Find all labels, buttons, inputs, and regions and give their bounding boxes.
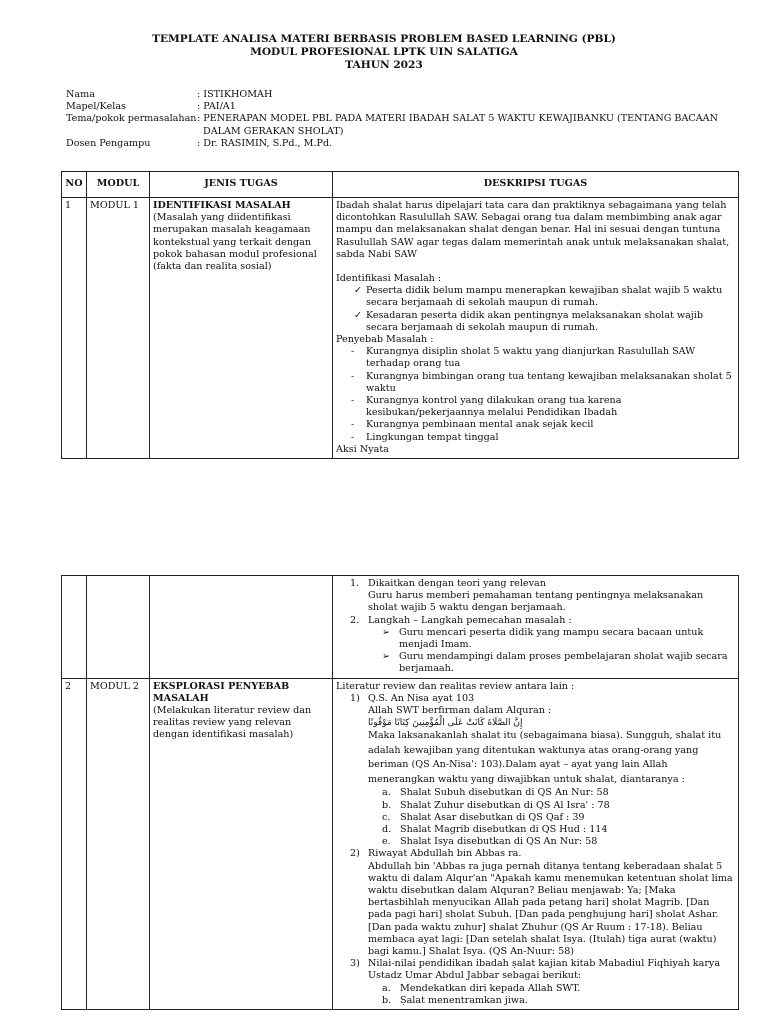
row2-intro: Literatur review dan realitas review antara lain : (336, 680, 575, 692)
row2-jenis-title: EKSPLORASI PENYEBAB MASALAH (153, 680, 290, 704)
row1-intro: Ibadah shalat harus dipelajari tata cara dan praktiknya sebagaimana yang telah dicontohkan Rasulullah SAW. Sebagai orang tua dalam membimbing anak agar mampu dan melaksanakan shalat dengan benar. Hal ini sesuai dengan tuntuna Rasulullah SAW agar tegas dalam memerintah anak untuk melaksanakan shalat, sabda Nabi SAW (336, 200, 730, 260)
langkah-list (336, 627, 735, 676)
identifikasi-label: Identifikasi Masalah : (336, 273, 442, 285)
header-no: NO (62, 172, 87, 198)
meta-tema-value-cont: DALAM GERAKAN SHOLAT) (203, 125, 344, 137)
table-row (62, 678, 739, 1009)
check-icon: ✓ (354, 285, 363, 297)
arrow-bullet-icon: ➢ (382, 626, 391, 638)
list-item: - Kurangnya bimbingan orang tua tentang kewajiban melaksanakan sholat 5 waktu (351, 370, 732, 394)
literatur-list (336, 693, 735, 717)
cont-modul (87, 576, 150, 679)
row1-deskripsi (333, 198, 739, 459)
row1-jenis-desc: (Masalah yang diidentifikasi merupakan masalah keagamaan kontekstual yang terkait dengan pokok bahasan modul profesional (fakta dan realita sosial) (153, 212, 317, 273)
nilai-list (336, 983, 735, 1007)
arrow-bullet-icon: ➢ (382, 651, 391, 663)
list-item: a. Shalat Subuh disebutkan di QS An Nur: 58 (382, 787, 609, 799)
header-title: TEMPLATE ANALISA MATERI BERBASIS PROBLEM BASED LEARNING (PBL) (152, 33, 616, 45)
row1-jenis-title: IDENTIFIKASI MASALAH (153, 200, 291, 211)
meta-mapel (66, 101, 726, 113)
meta-dosen (66, 138, 726, 150)
dash-icon: - (351, 370, 355, 382)
aksi-nyata-list (336, 578, 735, 627)
list-item: ➢ Guru mendampingi dalam proses pembelajaran sholat wajib secara berjamaah. (382, 651, 728, 675)
list-item: b. Shalat Zuhur disebutkan di QS Al Isra' : 78 (382, 799, 610, 811)
cont-jenis (150, 576, 333, 679)
meta-mapel-label: Mapel/Kelas (66, 101, 126, 113)
table-header-row (62, 172, 739, 198)
dash-icon: - (351, 395, 355, 407)
header-modul: MODUL (87, 172, 150, 198)
table-row (62, 576, 739, 679)
arabic-verse: إِنَّ الصَّلَاةَ كَانَتْ عَلَى الْمُؤْمِنِينَ كِتَابًا مَوْقُوتًا (368, 718, 523, 729)
waktu-shalat-list (336, 787, 735, 848)
penyebab-label: Penyebab Masalah : (336, 334, 434, 346)
meta-nama-value: : ISTIKHOMAH (197, 89, 273, 100)
list-item: - Kurangnya pembinaan mental anak sejak kecil (351, 419, 594, 431)
meta-tema-value: : PENERAPAN MODEL PBL PADA MATERI IBADAH SALAT 5 WAKTU KEWAJIBANKU (TENTANG BACAAN (197, 113, 718, 125)
row2-p1-text: Maka laksanakanlah shalat itu (sebagaimana biasa). Sungguh, shalat itu adalah kewajiban yang ditentukan waktunya atas orang-orang yang beriman (QS An-Nisa': 103).Dalam ayat – ayat yang lain Allah menerangkan waktu yang diwajibkan untuk shalat, diantaranya : (368, 730, 722, 785)
dash-icon: - (351, 419, 355, 431)
identity-block (66, 89, 726, 150)
meta-tema-label: Tema/pokok permasalahan (66, 113, 197, 125)
list-item: - Lingkungan tempat tinggal (351, 431, 499, 443)
meta-nama (66, 89, 726, 101)
cont-deskripsi (333, 576, 739, 679)
identifikasi-list (336, 285, 735, 334)
row2-no: 2 (62, 678, 87, 1009)
header-year: TAHUN 2023 (345, 59, 423, 71)
task-table-continued (61, 575, 739, 1010)
list-item: b. Ṣalat menentramkan jiwa. (382, 994, 528, 1006)
list-item: 2) Riwayat Abdullah bin Abbas ra. Abdullah bin 'Abbas ra juga pernah ditanya tentang keberadaan shalat 5 waktu di dalam Alqur'an "Apakah kamu menemukan ketentuan sholat lima waktu disebutkan dalam Alquran? Beliau menjawab: Ya; [Maka bertasbihlah menyucikan Allah pada petang hari] sholat Magrib. [Dan pada pagi hari] sholat Subuh. [Dan pada penghujung hari] sholat Ashar. [Dan pada waktu zuhur] shalat Zhuhur (QS Ar Ruum : 17-18). Beliau membaca ayat lagi: [Dan setelah shalat Isya. (Itulah) tiga aurat (waktu) bagi kamu.] Shalat Isya. (QS An-Nuur: 58) (350, 848, 733, 958)
list-item: a. Mendekatkan diri kepada Allah SWT. (382, 982, 581, 994)
list-item: c. Shalat Asar disebutkan di QS Qaf : 39 (382, 811, 585, 823)
meta-dosen-label: Dosen Pengampu (66, 137, 151, 149)
list-item: e. Shalat Isya disebutkan di QS An Nur: 58 (382, 836, 598, 848)
list-item: ➢ Guru mencari peserta didik yang mampu secara bacaan untuk menjadi Imam. (382, 626, 704, 651)
meta-mapel-value: : PAI/A1 (197, 101, 236, 113)
list-item: - Kurangnya disiplin sholat 5 waktu yang dianjurkan Rasulullah SAW terhadap orang tua (351, 346, 696, 370)
dash-icon: - (351, 346, 355, 358)
list-item: d. Shalat Magrib disebutkan di QS Hud : 114 (382, 824, 608, 836)
list-item: - Kurangnya kontrol yang dilakukan orang tua karena kesibukan/pekerjaannya melalui Pendidikan Ibadah (351, 395, 622, 419)
meta-tema-value-wrap (197, 113, 726, 137)
table-row (62, 198, 739, 459)
row1-jenis (150, 198, 333, 459)
document-header (0, 33, 768, 72)
cont-no (62, 576, 87, 679)
meta-nama-label: Nama (66, 89, 95, 100)
row2-jenis (150, 678, 333, 1009)
row1-no: 1 (62, 198, 87, 459)
meta-dosen-value: : Dr. RASIMIN, S.Pd., M.Pd. (197, 137, 333, 149)
list-item: 3) Nilai-nilai pendidikan ibadah ṣalat kajian kitab Mabadiul Fiqhiyah karya Ustadz Umar Abdul Jabbar sebagai berikut: (350, 958, 721, 982)
meta-tema (66, 113, 726, 137)
check-icon: ✓ (354, 309, 363, 321)
dash-icon: - (351, 431, 355, 443)
penyebab-list (336, 346, 735, 444)
literatur-list-2 (336, 848, 735, 982)
aksi-nyata-label: Aksi Nyata (336, 443, 389, 455)
list-item: 1. Dikaitkan dengan teori yang relevan Guru harus memberi pemahaman tentang pentingnya melaksanakan sholat wajib 5 waktu dengan berjamaah. (350, 578, 704, 614)
row2-deskripsi (333, 678, 739, 1009)
row2-jenis-desc: (Melakukan literatur review dan realitas review yang relevan dengan identifikasi masalah) (153, 705, 312, 741)
row1-modul: MODUL 1 (87, 198, 150, 459)
header-subtitle: MODUL PROFESIONAL LPTK UIN SALATIGA (250, 46, 518, 58)
header-deskripsi-tugas: DESKRIPSI TUGAS (333, 172, 739, 198)
header-jenis-tugas: JENIS TUGAS (150, 172, 333, 198)
task-table (61, 171, 739, 459)
list-item: ✓ Kesadaran peserta didik akan pentingnya melaksanakan sholat wajib secara berjamaah di sekolah maupun di rumah. (354, 309, 703, 333)
list-item: 1) Q.S. An Nisa ayat 103 Allah SWT berfirman dalam Alquran : (350, 692, 552, 717)
list-item: ✓ Peserta didik belum mampu menerapkan kewajiban shalat wajib 5 waktu secara berjamaah di sekolah maupun di rumah. (354, 285, 723, 309)
list-item: 2. Langkah – Langkah pemecahan masalah : (350, 614, 572, 626)
row2-modul: MODUL 2 (87, 678, 150, 1009)
